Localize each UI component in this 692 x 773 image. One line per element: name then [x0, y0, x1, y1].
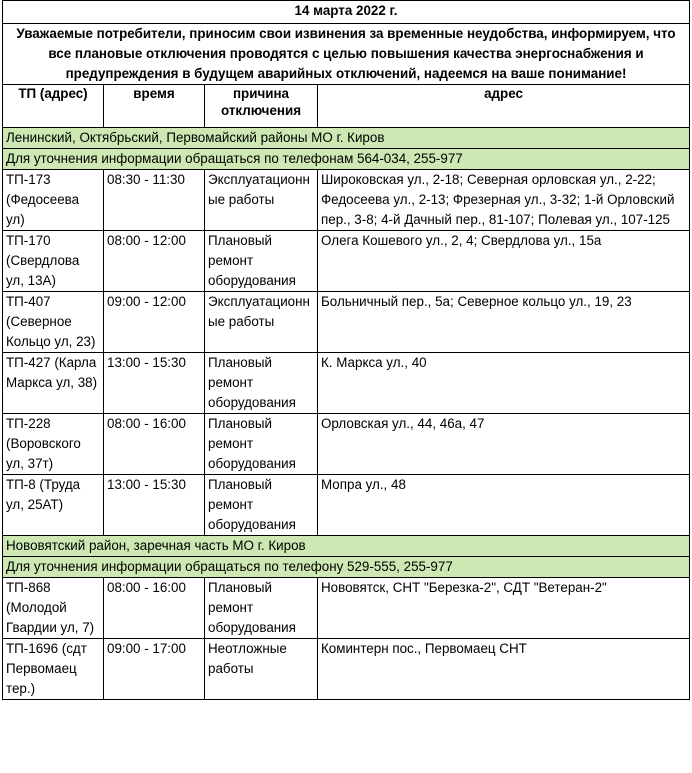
time-cell: 08:00 - 16:00	[104, 414, 205, 475]
tp-cell: ТП-170 (Свердлова ул, 13А)	[3, 231, 104, 292]
reason-cell: Неотложные работы	[205, 639, 318, 700]
date-row	[3, 1, 690, 24]
table-row	[3, 475, 690, 536]
schedule-date: 14 марта 2022 г.	[3, 1, 690, 24]
reason-cell: Плановый ремонт оборудования	[205, 353, 318, 414]
address-cell: Олега Кошевого ул., 2, 4; Свердлова ул., 15а	[318, 231, 690, 292]
address-cell: Больничный пер., 5а; Северное кольцо ул., 19, 23	[318, 292, 690, 353]
phone-row	[3, 149, 690, 170]
outage-schedule-table	[2, 0, 690, 700]
time-cell: 09:00 - 17:00	[104, 639, 205, 700]
reason-cell: Плановый ремонт оборудования	[205, 414, 318, 475]
district-row	[3, 128, 690, 149]
col-header-reason: причина отключения	[205, 85, 318, 128]
col-header-address: адрес	[318, 85, 690, 128]
time-cell: 13:00 - 15:30	[104, 475, 205, 536]
table-row	[3, 231, 690, 292]
tp-cell: ТП-1696 (сдт Первомаец тер.)	[3, 639, 104, 700]
time-cell: 08:00 - 16:00	[104, 578, 205, 639]
tp-cell: ТП-868 (Молодой Гвардии ул, 7)	[3, 578, 104, 639]
address-cell: К. Маркса ул., 40	[318, 353, 690, 414]
tp-cell: ТП-407 (Северное Кольцо ул, 23)	[3, 292, 104, 353]
reason-cell: Плановый ремонт оборудования	[205, 578, 318, 639]
address-cell: Коминтерн пос., Первомаец СНТ	[318, 639, 690, 700]
address-cell: Широковская ул., 2-18; Северная орловская ул., 2-22; Федосеева ул., 2-13; Фрезерная ул., 3-32; 1-й Орловский пер., 3-8; 4-й Дачный пер., 81-107; Полевая ул., 107-125	[318, 170, 690, 231]
time-cell: 08:30 - 11:30	[104, 170, 205, 231]
apology-notice: Уважаемые потребители, приносим свои извинения за временные неудобства, информируем, что все плановые отключения проводятся с целью повышения качества энергоснабжения и предупреждения в будущем аварийных отключений, надеемся на ваше понимание!	[3, 24, 690, 85]
contact-phones: Для уточнения информации обращаться по телефону 529-555, 255-977	[3, 557, 690, 578]
tp-cell: ТП-228 (Воровского ул, 37т)	[3, 414, 104, 475]
header-row	[3, 85, 690, 128]
reason-cell: Плановый ремонт оборудования	[205, 231, 318, 292]
contact-phones: Для уточнения информации обращаться по телефонам 564-034, 255-977	[3, 149, 690, 170]
table-row	[3, 639, 690, 700]
col-header-time: время	[104, 85, 205, 128]
address-cell: Мопра ул., 48	[318, 475, 690, 536]
table-row	[3, 292, 690, 353]
time-cell: 08:00 - 12:00	[104, 231, 205, 292]
district-name: Ленинский, Октябрьский, Первомайский районы МО г. Киров	[3, 128, 690, 149]
address-cell: Нововятск, СНТ "Березка-2", СДТ "Ветеран-2"	[318, 578, 690, 639]
table-row	[3, 170, 690, 231]
phone-row	[3, 557, 690, 578]
col-header-tp: ТП (адрес)	[3, 85, 104, 128]
table-row	[3, 414, 690, 475]
schedule-body	[3, 1, 690, 700]
tp-cell: ТП-173 (Федосеева ул)	[3, 170, 104, 231]
time-cell: 13:00 - 15:30	[104, 353, 205, 414]
tp-cell: ТП-8 (Труда ул, 25АТ)	[3, 475, 104, 536]
reason-cell: Эксплуатационные работы	[205, 170, 318, 231]
reason-cell: Эксплуатационные работы	[205, 292, 318, 353]
tp-cell: ТП-427 (Карла Маркса ул, 38)	[3, 353, 104, 414]
district-row	[3, 536, 690, 557]
address-cell: Орловская ул., 44, 46а, 47	[318, 414, 690, 475]
table-row	[3, 578, 690, 639]
notice-row	[3, 24, 690, 85]
time-cell: 09:00 - 12:00	[104, 292, 205, 353]
table-row	[3, 353, 690, 414]
reason-cell: Плановый ремонт оборудования	[205, 475, 318, 536]
district-name: Нововятский район, заречная часть МО г. Киров	[3, 536, 690, 557]
